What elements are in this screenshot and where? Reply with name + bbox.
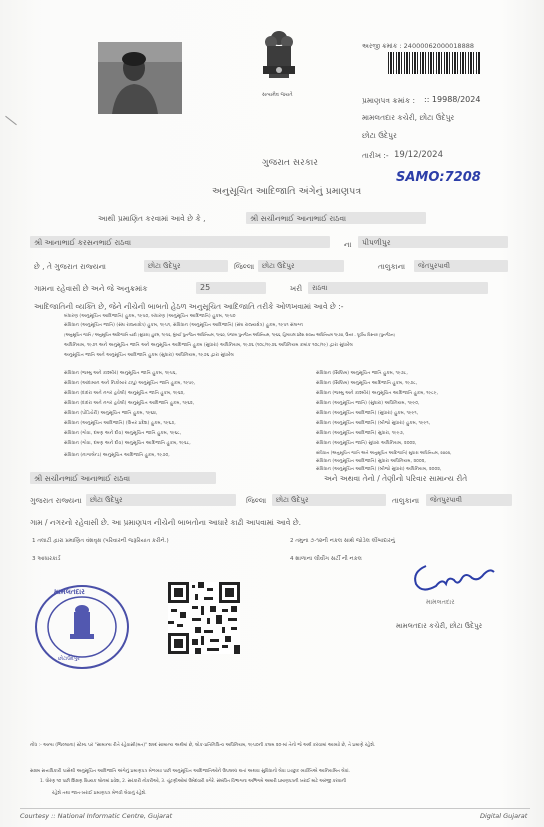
barcode — [388, 52, 480, 74]
para-line-2: (અનુસૂચિત જાતિ / અનુસૂચિત આદિજાતિ યાદી (સુધારા) હુકમ, ૧૯૫૬, મુંબઈ પુનર્ગઠન અધિનિયમ, ૧૯૬૦, પંજાબ પુનર્ગઠન અધિનિયમ, ૧૯૬૬, હિમાચલ પ્રદેશ રાજ્ય અધિનિયમ ૧૯૭૦, ઉત્તર - પૂર્વીય વિસ્તાર (પુનર્ગઠન) — [64, 332, 395, 337]
list-right-item: સંવિધાન (અનુસૂચિત આદિજાતિ) સુધારા અધિનિયમ, ૨૦૦૨, — [316, 459, 426, 464]
para-line-4: અનુસૂચિત જાતિ અને અનુસૂચિત આદિજાતિ હુકમ (સુધારા) અધિનિયમ, ૧૯૭૬ દ્વારા સુધારેલ — [64, 353, 234, 358]
taluka-label: તાલુકાના — [378, 262, 406, 271]
national-emblem-icon — [258, 28, 300, 92]
place-line: છોટા ઉદેપુર — [362, 131, 397, 140]
na-label: ના — [344, 240, 352, 249]
line6-suffix: અને અથવા તેનો / તેણીનો પરિવાર સામાન્ય રીતે — [324, 474, 468, 483]
para-line-1: સંવિધાન (અનુસૂચિત જાતિ) (સંઘ રાજ્યક્ષેત્ર) હુકમ, ૧૯૫૧, સંવિધાન (અનુસૂચિત આદિજાતિ) (સંઘ રાજ્યક્ષેત્ર) હુકમ, ૧૯૫૧ સંલગ્ન — [64, 323, 303, 328]
office-line: મામલતદાર કચેરી, છોટા ઉદેપુર — [362, 113, 455, 122]
taluka: જેતપુરપાવી — [418, 262, 451, 270]
list-left-item: સંવિધાન (અનુસૂચિત આદિજાતિ) (ઉત્તર પ્રદેશ) હુકમ, ૧૯૬૭, — [64, 421, 176, 426]
father-name: શ્રી આનાભાઈ કરસનભાઈ રાઠવા — [34, 238, 132, 247]
signatory-title: મામલતદાર — [426, 598, 455, 606]
cert-no-value: :: 19988/2024 — [424, 95, 481, 104]
digital-gujarat: Digital Gujarat — [480, 812, 528, 820]
line5: આદિજાતિની વ્યક્તિ છે, જેને નીચેની બાબતો હેઠળ અનુસૂચિત આદિજાતિ તરીકે ઓળખવામાં આવે છે :- — [34, 302, 344, 311]
list-left-item: સંવિધાન (દાદરા અને નગર હવેલી) અનુસૂચિત જાતિ હુકમ, ૧૯૬૨, — [64, 391, 185, 396]
footer-para-2: 1. ધોરણ ૧૦ પછી શિક્ષણ વિષયક લોનમાં પ્રવેશ, 2. સરકારી નોકરીઓ, 3. ચૂંટણીઓમાં ઉમેદવારી વગેરે. સંબંધિત વિભાગના અભિગમે અમારી પ્રમાણપત્રની ખરાઈ માટે અરજી કરવાની — [40, 779, 346, 784]
basis-item-2: 2 તમુના ૭-૧૨ની નકલ સાથે જોડેલ લીંબાદારનું — [290, 538, 395, 544]
district: છોટા ઉદેપુર — [148, 262, 181, 270]
district3: છોટા ઉદેપુર — [90, 496, 123, 504]
scan-mark — [5, 116, 17, 125]
line7-prefix: ગુજરાત રાજ્યના — [30, 496, 82, 505]
basis-item-3: 3 આધારકાર્ડ — [32, 556, 61, 562]
footer-divider — [20, 808, 530, 809]
list-right-item: સંવિધાન (અનુસૂચિત આદિજાતિ) (સુધારા) હુકમ, ૧૯૯૧, — [316, 411, 419, 416]
signature-mark — [406, 558, 498, 598]
district4: છોટા ઉદેપુર — [276, 496, 309, 504]
basis-item-4: 4 શાળાના લીવીંગ સર્ટી ની નકલ — [290, 556, 362, 562]
date-value: 19/12/2024 — [394, 150, 443, 160]
list-right-item: સંવિધાન (અનુસૂચિત આદિજાતિ) (બીજો સુધારા) અધિનિયમ, ૨૦૦૨, — [316, 467, 442, 472]
application-number: અરજી ક્રમાંક : 24000062000018888 — [362, 42, 474, 50]
applicant-name: શ્રી સચીનભાઈ આનાભાઈ રાઠવા — [250, 214, 347, 223]
jilla-label: જિલ્લા — [234, 262, 255, 271]
jati-field — [308, 282, 488, 294]
certificate-title: અનુસૂચિત આદિજાતિ અંગેનું પ્રમાણપત્ર — [212, 186, 362, 197]
list-right-item: સંવિધાન (અનુસૂચિત જાતિ) સુધારા અધિનિયમ, ૨૦૦૨, — [316, 441, 417, 446]
jilla-label-2: જિલ્લા — [246, 496, 267, 505]
taluka-label-2: તાલુકાના — [392, 496, 420, 505]
handwritten-reference: SAMO:7208 — [396, 170, 481, 185]
stamp-top-text: મામલતદાર — [54, 588, 85, 596]
list-left-item: સંવિધાન (ગોવા, દમણ અને દીવ) અનુસૂચિત જાતિ હુકમ, ૧૯૬૮, — [64, 431, 182, 436]
date-label: તારીખ :- — [362, 151, 389, 160]
list-right-item: સંવિધાન (જમ્મુ અને કાશ્મીર) અનુસૂચિત આદિજાતિ હુકમ, ૧૯૮૯, — [316, 391, 438, 396]
serial-number: 25 — [200, 283, 211, 292]
list-left-item: સંવિધાન (નાગાલેન્ડ) અનુસૂચિત આદિજાતિ હુકમ, ૧૯૭૦, — [64, 453, 170, 458]
list-left-item: સંવિધાન (દાદરા અને નગર હવેલી) અનુસૂચિત આદિજાતિ હુકમ, ૧૯૬૨, — [64, 401, 195, 406]
list-right-item: સંવિધાન (અનુસૂચિત જાતિ અને અનુસૂચિત આદિજાતિ) સુધારા અધિનિયમ, ૨૦૦૨, — [316, 450, 452, 455]
taluka-2: જેતપુરપાવી — [430, 496, 463, 504]
list-left-item: સંવિધાન (આંદામાન અને નિકોબાર ટાપુ) અનુસૂચિત જાતિ હુકમ, ૧૯૫૯, — [64, 381, 196, 386]
list-right-item: સંવિધાન (અનુસૂચિત જાતિ) (સુધારા) અધિનિયમ, ૧૯૯૦, — [316, 401, 420, 406]
qr-code — [168, 582, 240, 654]
cert-no-label: પ્રમાણપત્ર ક્રમાંક : — [362, 96, 416, 105]
footer-para-1: સક્ષમ સત્તાધિકારી પાસેથી અનુસૂચિત આદિજાતિ અંગેનું પ્રમાણપત્ર મેળવ્યા પછી અનુસૂચિત આદિજાતિઓને ઉપલબ્ધ થતાં અથવા સુવિધાનો લેવા ઇચ્છુક વ્યક્તિએ આનિયમિત લેવાં. — [30, 769, 351, 774]
footer-note: નોંધ :- અન્ય (જિલ્લાના) સ્ટેમ્પ પર "સામાન્ય રીતે રહેવાસી(મત)" શબ્દ સામાન્ય અર્થમાં છે, લોક-પ્રતિનિધિત્વ અધિનિયમ, ૧૯૫૦ની કલમ ૨૦-માં તેનો જે અર્થ કરવામાં આવ્યો છે, તે પ્રમાણે રહેશે. — [30, 743, 376, 748]
applicant-name-2: શ્રી સચીનભાઈ આનાભાઈ રાઠવા — [34, 474, 131, 483]
courtesy: Courtesy :: National Informatic Centre, Gujarat — [20, 812, 173, 820]
line8: ગામ / નગરનો રહેવાસી છે. આ પ્રમાણપત્ર નીચેની બાબતોના આધારે કાઢી આપવામાં આવે છે. — [30, 518, 302, 527]
list-right-item: સંવિધાન (અનુસૂચિત આદિજાતિ) (બીજો સુધારા) હુકમ, ૧૯૯૧, — [316, 421, 431, 426]
line3-prefix: છે , તે ગુજરાત રાજ્યના — [34, 262, 107, 271]
list-right-item: સંવિધાન (સિક્કિમ) અનુસૂચિત આદિજાતિ હુકમ, ૧૯૭૮, — [316, 381, 418, 386]
jati-label: ખરી — [290, 284, 303, 293]
jati: રાઠવા — [312, 284, 328, 292]
stamp-bottom-text: છોટાઉદેપુર — [58, 656, 80, 662]
footer-para-3: રહેશે તથા જાત-ખરાઈ પ્રમાણપત્ર મેળવી લેવાનું રહેશે. — [52, 791, 147, 796]
state-title: ગુજરાત સરકાર — [262, 158, 318, 168]
applicant-photo — [98, 42, 182, 114]
list-left-item: સંવિધાન (જમ્મુ અને કાશ્મીર) અનુસૂચિત જાતિ હુકમ, ૧૯૫૬, — [64, 371, 177, 376]
line1-prefix: આથી પ્રમાણિત કરવામાં આવે છે કે , — [98, 214, 206, 223]
signatory-office: મામલતદાર કચેરી, છોટા ઉદેપુર — [396, 622, 483, 630]
list-right-item: સંવિધાન (અનુસૂચિત આદિજાતિ) સુધારા, ૧૯૯૭, — [316, 431, 405, 436]
district2: છોટા ઉદેપુર — [262, 262, 295, 270]
village: પીપળીપુર — [362, 238, 391, 247]
line4-prefix: ગામના રહેવાસી છે અને જે અનુક્રમાંક — [34, 284, 148, 293]
basis-item-1: 1 તલાટી દ્વારા પ્રમાણિત વંશવૃક્ષ (પરિવારની જરૂરિયાત કરીને.) — [32, 538, 169, 544]
emblem-caption: સત્યમેવ જયતે — [262, 92, 293, 98]
para-line-3: અધિનિયમ, ૧૯૭૧ અને અનુસૂચિત જાતિ અને અનુસૂચિત આદિજાતિ હુકમ (સુધારા) અધિનિયમ, ૧૯૭૬ (૧૦૮/૧૯૭૬ અધિનિયમ ક્રમાંક ૧૦૮/૧૯) દ્વારા સુધારેલ — [64, 343, 353, 348]
list-left-item: સંવિધાન (પોંડિચેરી) અનુસૂચિત જાતિ હુકમ, ૧૯૬૪, — [64, 411, 158, 416]
list-right-item: સંવિધાન (સિક્કિમ) અનુસૂચિત જાતિ હુકમ, ૧૯૭૮, — [316, 371, 408, 376]
list-left-item: સંવિધાન (ગોવા, દમણ અને દીવ) અનુસૂચિત આદિજાતિ હુકમ, ૧૯૬૮, — [64, 441, 191, 446]
line5-note: બંધારણ (અનુસૂચિત આદિજાતિ) હુકમ, ૧૯૫૦, બંધારણ (અનુસૂચિત આદિજાતિ) હુકમ, ૧૯૫૦ — [64, 314, 236, 319]
